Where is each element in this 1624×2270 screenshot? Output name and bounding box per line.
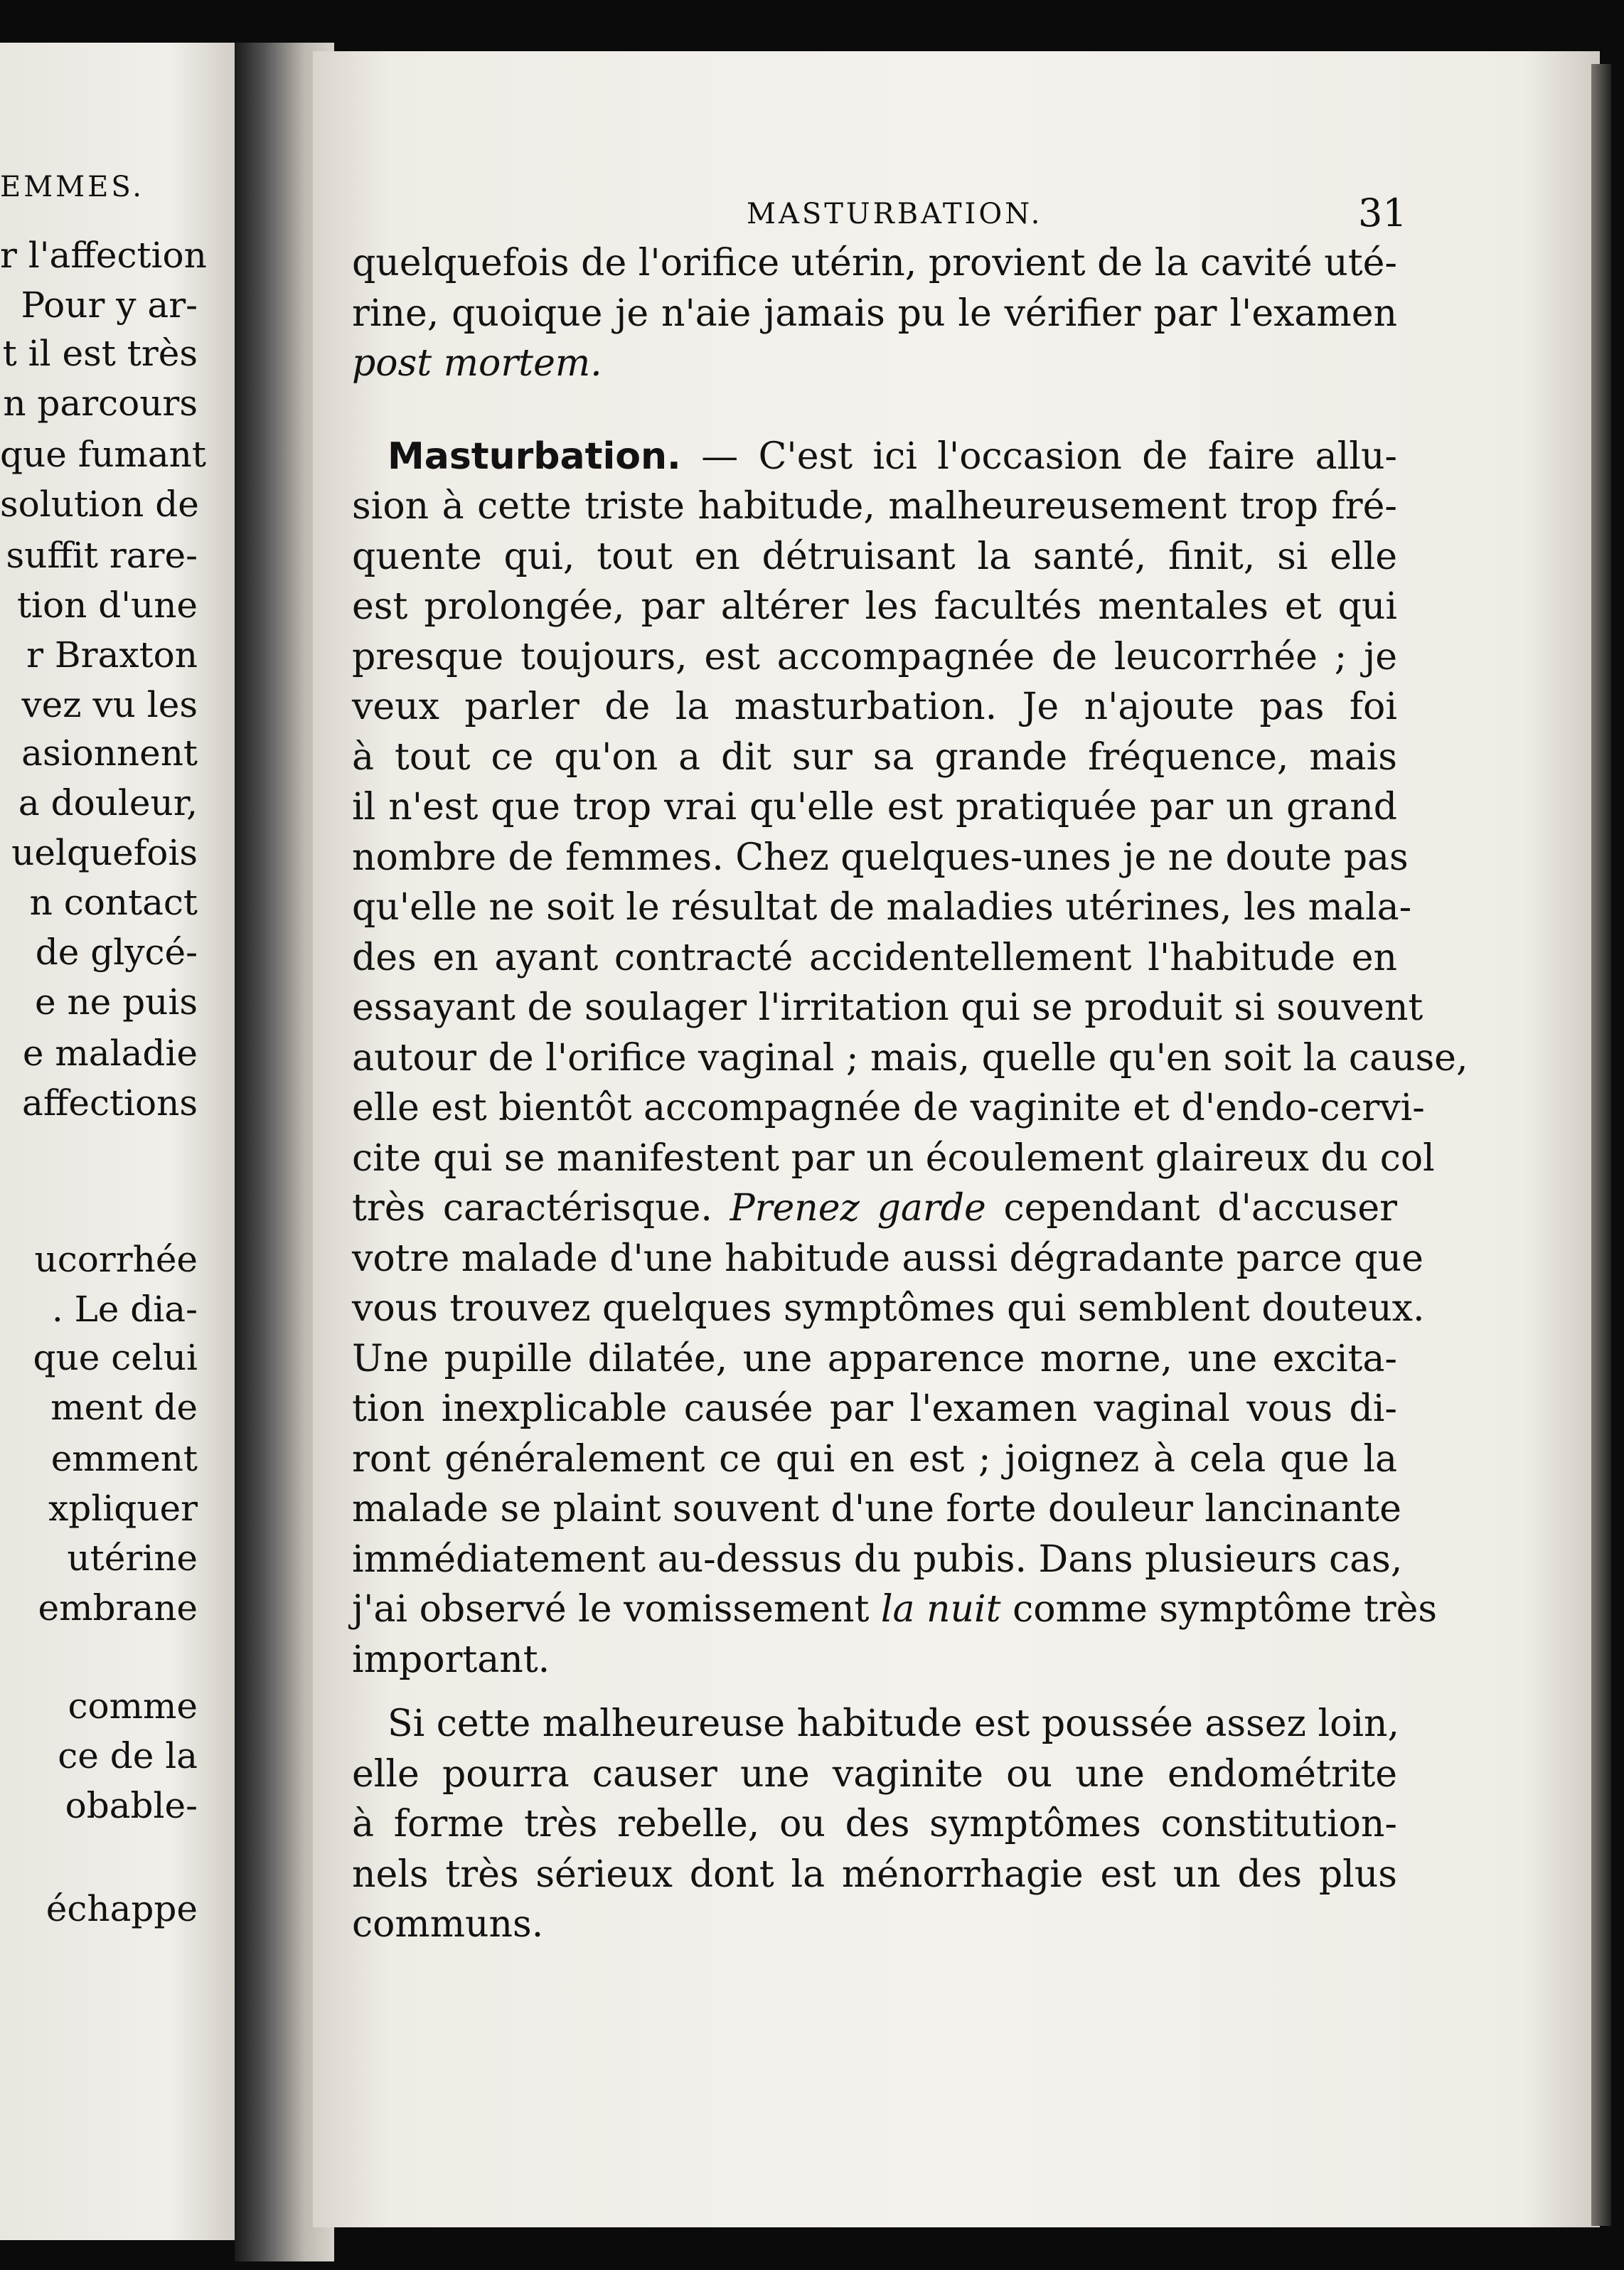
text-run: elle pourra causer une vaginite ou une endométrite [352, 1752, 1397, 1796]
section-heading: Masturbation. [388, 435, 681, 478]
text-run: ront généralement ce qui en est ; joignez à cela que la [352, 1437, 1397, 1481]
text-run: — C'est ici l'occasion de faire allu- [680, 435, 1397, 478]
text-run: elle est bientôt accompagnée de vaginite et d'endo-cervi- [352, 1087, 1425, 1129]
text-line [352, 1187, 1397, 1230]
page-number: 31 [1358, 191, 1407, 235]
left-page-line: affections [22, 1082, 198, 1124]
text-line [352, 1338, 1397, 1380]
text-run: tion inexplicable causée par l'examen vaginal vous di- [352, 1387, 1397, 1430]
text-line [352, 1638, 1397, 1681]
text-line [352, 1087, 1425, 1129]
text-run: essayant de soulager l'irritation qui se produit si souvent [352, 986, 1423, 1029]
text-line [352, 1387, 1397, 1430]
left-page-line: que celui [33, 1337, 198, 1378]
text-run: nombre de femmes. Chez quelques-unes je ne doute pas [352, 836, 1409, 879]
left-running-head: EMMES. [0, 171, 145, 203]
text-line [352, 736, 1397, 779]
text-run: communs. [352, 1903, 544, 1946]
text-line [352, 886, 1412, 929]
text-line [352, 242, 1397, 284]
text-run: votre malade d'une habitude aussi dégradante parce que [352, 1237, 1423, 1280]
text-run: j'ai observé le vomissement [352, 1588, 881, 1631]
left-page-line: e ne puis [34, 981, 198, 1023]
left-page-line: suffit rare- [6, 535, 198, 576]
left-page-line: e maladie [22, 1033, 198, 1074]
text-run: des en ayant contracté accidentellement l'habitude en [352, 936, 1397, 979]
left-page-line: a douleur, [18, 782, 198, 824]
text-line [352, 1702, 1400, 1745]
text-run: il n'est que trop vrai qu'elle est pratiquée par un grand [352, 786, 1397, 828]
left-page-line: comme [68, 1685, 198, 1727]
text-line [352, 1853, 1397, 1896]
left-page-line: ment de [50, 1387, 198, 1428]
italic-phrase: la nuit [880, 1588, 1001, 1631]
text-run: cite qui se manifestent par un écoulement glaireux du col [352, 1136, 1435, 1180]
text-run: sion à cette triste habitude, malheureusement trop fré- [352, 485, 1397, 528]
text-run: autour de l'orifice vaginal ; mais, quelle qu'en soit la cause, [352, 1036, 1468, 1080]
text-line [352, 435, 1397, 478]
text-run: à tout ce qu'on a dit sur sa grande fréquence, mais [352, 735, 1397, 779]
left-page-line: emment [50, 1438, 198, 1479]
text-line [352, 1438, 1397, 1481]
text-line [352, 1903, 1397, 1946]
left-page-line: Pour y ar- [21, 284, 198, 326]
text-line [352, 836, 1409, 879]
italic-phrase: Prenez garde [730, 1187, 986, 1230]
text-line [352, 1287, 1425, 1330]
facing-page-left [0, 43, 242, 2240]
left-page-line: asionnent [21, 732, 198, 774]
left-page-line: tion d'une [16, 585, 198, 626]
text-run: vous trouvez quelques symptômes qui semblent douteux. [352, 1287, 1425, 1330]
text-run: quente qui, tout en détruisant la santé, finit, si elle [352, 535, 1397, 578]
left-page-line: de glycé- [35, 932, 198, 973]
text-line [352, 686, 1397, 728]
text-line [352, 1036, 1468, 1080]
text-line [352, 1753, 1397, 1796]
left-page-line: r Braxton [26, 634, 198, 676]
text-run: presque toujours, est accompagnée de leucorrhée ; je [352, 635, 1397, 678]
text-line [352, 937, 1397, 979]
italic-phrase: post mortem. [352, 342, 602, 385]
text-run: immédiatement au-dessus du pubis. Dans plusieurs cas, [352, 1538, 1403, 1581]
left-page-line: n contact [29, 882, 198, 923]
left-page-line: ce de la [58, 1735, 198, 1776]
left-page-line: uelquefois [11, 832, 198, 873]
left-page-line: ucorrhée [34, 1239, 198, 1280]
text-run: veux parler de la masturbation. Je n'ajoute pas foi [352, 686, 1397, 728]
text-line [352, 1588, 1438, 1631]
text-run: Une pupille dilatée, une apparence morne, une excita- [352, 1337, 1397, 1380]
text-run: quelquefois de l'orifice utérin, provient de la cavité uté- [352, 242, 1397, 284]
text-line [352, 485, 1397, 528]
left-page-line: échappe [46, 1888, 198, 1929]
left-page-line: que fumant [0, 434, 206, 475]
text-run: important. [352, 1638, 550, 1681]
left-page-line: . Le dia- [51, 1289, 198, 1330]
text-run: cependant d'accuser [985, 1187, 1397, 1230]
text-line [352, 535, 1397, 578]
text-line [352, 636, 1397, 678]
text-run: Si cette malheureuse habitude est poussée assez loin, [388, 1702, 1400, 1745]
left-page-line: utérine [67, 1538, 198, 1579]
text-line [352, 292, 1397, 335]
left-page-line: embrane [38, 1587, 198, 1629]
text-line [352, 1488, 1401, 1530]
running-head: MASTURBATION. [747, 198, 1043, 230]
text-run: très caractérisque. [352, 1187, 730, 1230]
text-line [352, 1237, 1423, 1280]
text-line [352, 1803, 1397, 1845]
left-page-line: t il est très [2, 333, 198, 374]
left-page-line: obable- [65, 1785, 198, 1826]
text-run: nels très sérieux dont la ménorrhagie est un des plus [352, 1853, 1397, 1896]
text-run: rine, quoique je n'aie jamais pu le vérifier par l'examen [352, 292, 1397, 335]
text-line [352, 342, 1397, 385]
text-run: est prolongée, par altérer les facultés mentales et qui [352, 585, 1397, 628]
text-run: comme symptôme très [1000, 1588, 1438, 1631]
text-line [352, 1136, 1435, 1180]
left-page-line: n parcours [3, 383, 198, 424]
text-line [352, 585, 1397, 628]
text-line [352, 1538, 1403, 1581]
left-page-line: r l'affection [0, 235, 207, 276]
left-page-line: xpliquer [48, 1488, 198, 1529]
left-page-line: vez vu les [21, 684, 198, 725]
page-edge [1591, 64, 1611, 2226]
text-run: à forme très rebelle, ou des symptômes constitution- [352, 1803, 1397, 1845]
text-line [352, 986, 1423, 1029]
text-run: malade se plaint souvent d'une forte douleur lancinante [352, 1488, 1401, 1530]
left-page-line: solution de [0, 484, 199, 525]
text-line [352, 786, 1397, 828]
text-run: qu'elle ne soit le résultat de maladies utérines, les mala- [352, 886, 1412, 929]
